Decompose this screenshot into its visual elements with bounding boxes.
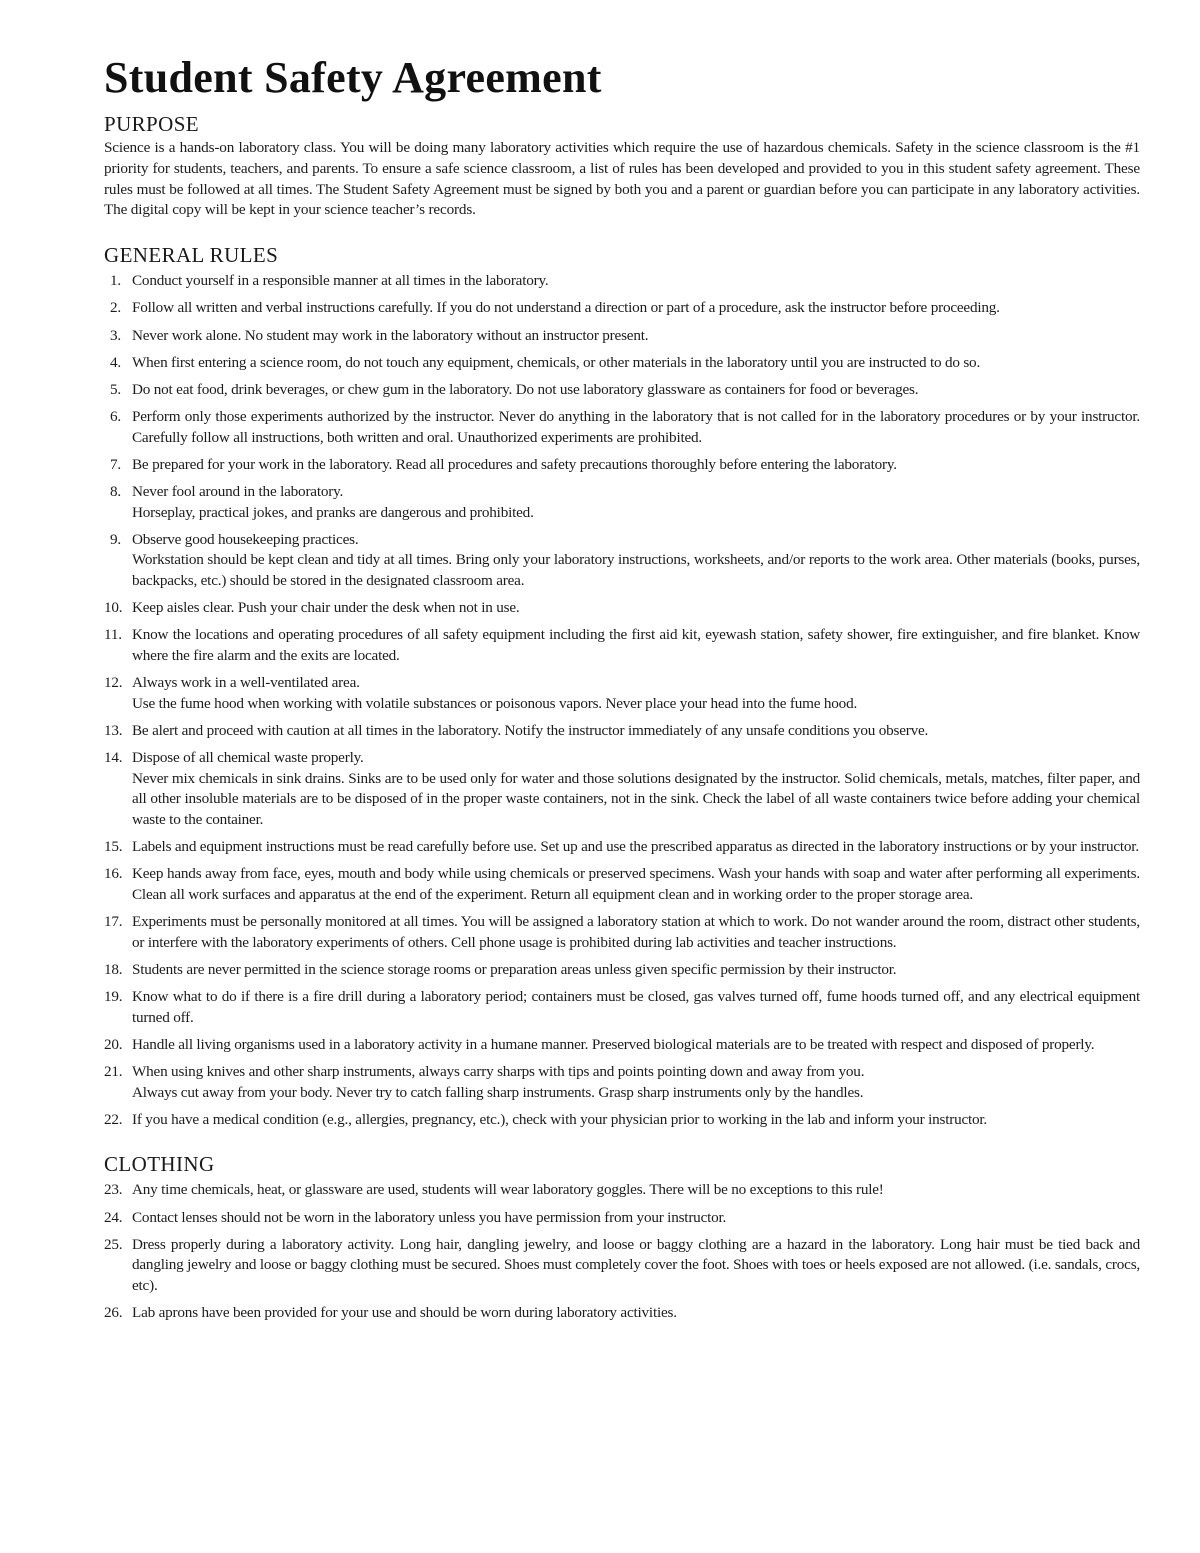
rule-number: 17. (104, 913, 123, 931)
rule-text: When using knives and other sharp instruments, always carry sharps with tips and points pointing down and away from you. (132, 1063, 865, 1081)
rule-number: 14. (104, 749, 123, 767)
rule-text: Perform only those experiments authorized by the instructor. Never do anything in the laboratory that is not called for in the laboratory procedures or by your instructor. Carefully follow all instructions, both written and oral. Unauthorized experiments are prohibited. (132, 408, 1140, 446)
document-page (104, 52, 1140, 1324)
rule-item (104, 721, 1140, 742)
rule-text: Workstation should be kept clean and tidy at all times. Bring only your laboratory instructions, worksheets, and/or reports to the work area. Other materials (books, purses, backpacks, etc.) should be stored in the designated classroom area. (132, 551, 1140, 590)
rule-item (104, 271, 1140, 292)
rule-number: 5. (110, 380, 121, 398)
rule-item (104, 380, 1140, 401)
rule-item (104, 407, 1140, 448)
general-rules-heading: GENERAL RULES (104, 243, 279, 268)
rule-number: 16. (104, 865, 123, 883)
rule-text: Always cut away from your body. Never try to catch falling sharp instruments. Grasp sharp instruments only by the handles. (132, 1083, 864, 1101)
rule-text: Keep aisles clear. Push your chair under the desk when not in use. (132, 599, 520, 617)
rule-text: Students are never permitted in the science storage rooms or preparation areas unless given specific permission by their instructor. (132, 960, 897, 978)
rule-item (104, 598, 1140, 619)
rule-text: Any time chemicals, heat, or glassware are used, students will wear laboratory goggles. There will be no exceptions to this rule! (132, 1181, 884, 1199)
rule-text: Dispose of all chemical waste properly. (132, 749, 364, 767)
rule-text: Use the fume hood when working with volatile substances or poisonous vapors. Never place your head into the fume hood. (132, 694, 858, 712)
rule-number: 18. (104, 960, 123, 978)
rule-number: 19. (104, 988, 123, 1006)
rule-number: 6. (110, 408, 121, 426)
rule-number: 11. (104, 626, 122, 644)
rule-text: Experiments must be personally monitored at all times. You will be assigned a laboratory station at which to work. Do not wander around the room, distract other students, or interfere with the laboratory experiments of others. Cell phone usage is prohibited during lab activities and teacher instructions. (132, 913, 1140, 951)
rule-number: 26. (104, 1304, 123, 1322)
rule-item (104, 625, 1140, 666)
rule-item (104, 837, 1140, 858)
document-title: Student Safety Agreement (104, 53, 602, 102)
rule-text: When first entering a science room, do not touch any equipment, chemicals, or other materials in the laboratory until you are instructed to do so. (132, 353, 981, 371)
rule-item (104, 482, 1140, 523)
rule-item (104, 326, 1140, 347)
rule-text: Know what to do if there is a fire drill during a laboratory period; containers must be closed, gas valves turned off, fume hoods turned off, and any electrical equipment turned off. (132, 988, 1140, 1026)
rule-number: 13. (104, 722, 123, 739)
rule-number: 15. (104, 838, 123, 856)
rule-number: 7. (110, 455, 121, 473)
rule-number: 9. (110, 530, 121, 548)
rule-text: Always work in a well-ventilated area. (132, 674, 360, 692)
rule-item (104, 1208, 1140, 1229)
rule-text: Lab aprons have been provided for your use and should be worn during laboratory activities. (132, 1304, 677, 1322)
rule-text: Never work alone. No student may work in the laboratory without an instructor present. (132, 326, 649, 344)
rule-number: 8. (110, 483, 121, 501)
rule-item (104, 987, 1140, 1028)
rule-number: 24. (104, 1208, 123, 1226)
rule-item (104, 748, 1140, 830)
rule-item (104, 960, 1140, 981)
clothing-rules-list (104, 1180, 1140, 1323)
rule-item (104, 673, 1140, 714)
rule-number: 25. (104, 1235, 123, 1253)
rule-number: 4. (110, 353, 121, 371)
rule-text: Horseplay, practical jokes, and pranks are dangerous and prohibited. (132, 503, 534, 521)
rule-number: 1. (110, 272, 121, 290)
rule-item (104, 1062, 1140, 1103)
purpose-heading: PURPOSE (104, 112, 200, 136)
rule-item (104, 1180, 1140, 1201)
rule-item (104, 864, 1140, 905)
rule-number: 21. (104, 1063, 123, 1081)
rule-text: Follow all written and verbal instructions carefully. If you do not understand a direction or part of a procedure, ask the instructor before proceeding. (132, 299, 1000, 317)
rule-text: Be alert and proceed with caution at all times in the laboratory. Notify the instructor immediately of any unsafe conditions you observe. (132, 722, 929, 739)
rule-text: Never mix chemicals in sink drains. Sinks are to be used only for water and those solutions designated by the instructor. Solid chemicals, metals, matches, filter paper, and all other insoluble materials are to be disposed of in the proper waste containers, not in the sink. Check the label of all waste containers twice before adding your chemical waste to the container. (132, 769, 1140, 828)
rule-text: Do not eat food, drink beverages, or chew gum in the laboratory. Do not use laboratory glassware as containers for food or beverages. (132, 380, 919, 398)
rule-item (104, 455, 1140, 476)
rule-text: Never fool around in the laboratory. (132, 483, 344, 501)
rule-number: 22. (104, 1110, 123, 1128)
rule-text: Dress properly during a laboratory activity. Long hair, dangling jewelry, and loose or baggy clothing are a hazard in the laboratory. Long hair must be tied back and dangling jewelry and loose or baggy clothing must be secured. Shoes must completely cover the foot. Shoes with toes or heels exposed are not allowed. (i.e. sandals, crocs, etc). (132, 1235, 1140, 1294)
rule-item (104, 1110, 1140, 1131)
clothing-heading: CLOTHING (104, 1152, 215, 1177)
rule-text: Labels and equipment instructions must be read carefully before use. Set up and use the prescribed apparatus as directed in the laboratory instructions or by your instructor. (132, 838, 1139, 856)
rule-item (104, 1303, 1140, 1324)
rule-text: Be prepared for your work in the laboratory. Read all procedures and safety precautions thoroughly before entering the laboratory. (132, 455, 897, 473)
rule-text: Conduct yourself in a responsible manner at all times in the laboratory. (132, 272, 549, 290)
rule-item (104, 912, 1140, 953)
rule-number: 20. (104, 1035, 123, 1053)
purpose-paragraph: Science is a hands-on laboratory class. You will be doing many laboratory activities which require the use of hazardous chemicals. Safety in the science classroom is the #1 priority for students, teachers, and parents. To ensure a safe science classroom, a list of rules has been developed and provided to you in this student safety agreement. These rules must be followed at all times. The Student Safety Agreement must be signed by both you and a parent or guardian before you can participate in any laboratory activities. The digital copy will be kept in your science teacher’s records. (104, 139, 1140, 219)
general-rules-list (104, 271, 1140, 1130)
rule-number: 2. (110, 299, 121, 317)
rule-number: 3. (110, 326, 121, 344)
rule-number: 10. (104, 599, 123, 617)
rule-item (104, 1035, 1140, 1056)
rule-text: Know the locations and operating procedures of all safety equipment including the first aid kit, eyewash station, safety shower, fire extinguisher, and fire blanket. Know where the fire alarm and the exits are located. (132, 626, 1140, 665)
rule-item (104, 1235, 1140, 1297)
rule-number: 23. (104, 1181, 123, 1199)
rule-item (104, 530, 1140, 592)
rule-text: Handle all living organisms used in a laboratory activity in a humane manner. Preserved biological materials are to be treated with respect and disposed of properly. (132, 1035, 1095, 1053)
rule-text: Keep hands away from face, eyes, mouth and body while using chemicals or preserved specimens. Wash your hands with soap and water after performing all experiments. Clean all work surfaces and apparatus at the end of the experiment. Return all equipment clean and in working order to the proper storage area. (132, 865, 1140, 903)
rule-text: Contact lenses should not be worn in the laboratory unless you have permission from your instructor. (132, 1208, 727, 1226)
rule-item (104, 298, 1140, 319)
rule-item (104, 353, 1140, 374)
rule-text: Observe good housekeeping practices. (132, 530, 359, 548)
rule-text: If you have a medical condition (e.g., allergies, pregnancy, etc.), check with your physician prior to working in the lab and inform your instructor. (132, 1110, 988, 1128)
rule-number: 12. (104, 674, 123, 692)
